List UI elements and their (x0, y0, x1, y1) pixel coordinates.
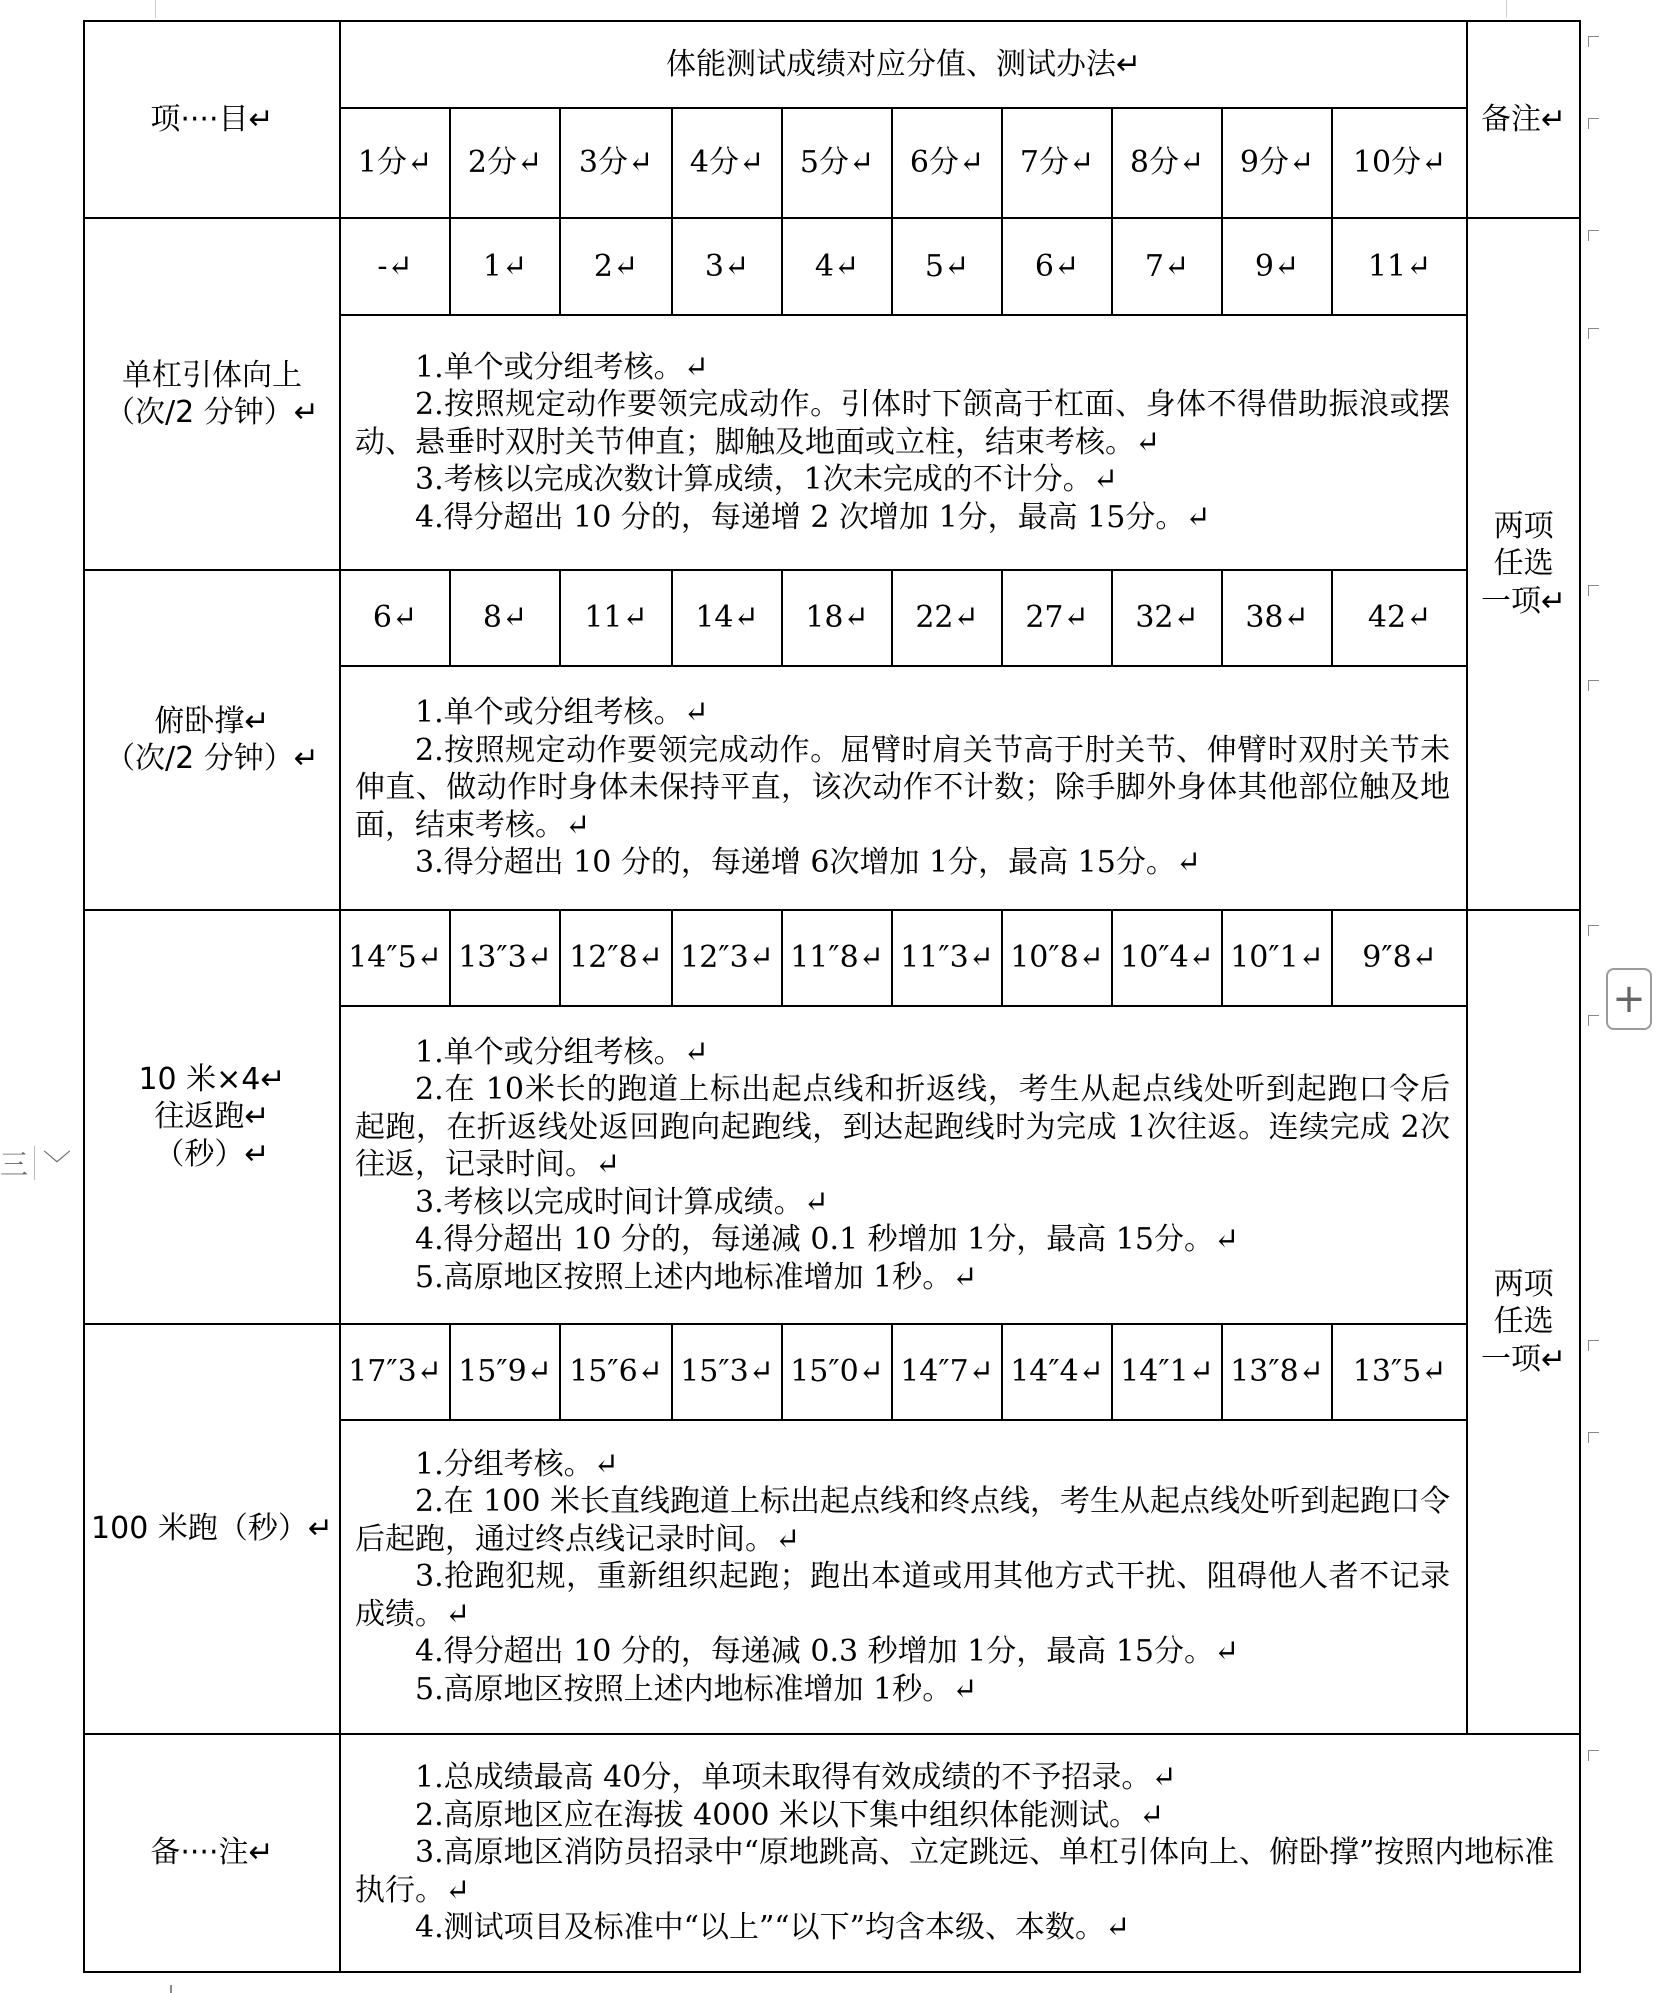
score-value: 15″3↵ (672, 1324, 782, 1420)
score-value: 10″1↵ (1222, 910, 1332, 1006)
method-line: 5.高原地区按照上述内地标准增加 1秒。↵ (415, 1671, 978, 1707)
item-name-line: （秒）↵ (154, 1136, 270, 1172)
method-line: 1.分组考核。↵ (415, 1446, 619, 1482)
item-name-line: 10 米×4↵ (138, 1061, 286, 1097)
item-header: 项····目↵ (84, 21, 340, 218)
table-row (84, 570, 1580, 666)
method-line: 4.得分超出 10 分的，每递减 0.1 秒增加 1分，最高 15分。↵ (415, 1222, 1240, 1258)
score-value: 10″4↵ (1112, 910, 1222, 1006)
remark-header: 备注↵ (1467, 21, 1580, 218)
method-line: 3.抢跑犯规，重新组织起跑；跑出本道或用其他方式干扰、阻碍他人者不记录成绩。↵ (355, 1559, 1451, 1632)
score-value: 11″3↵ (892, 910, 1002, 1006)
paragraph-mark (1588, 1340, 1599, 1351)
item-name-line: 往返跑↵ (154, 1099, 270, 1135)
score-value: 11↵ (560, 570, 672, 666)
method-line: 2.按照规定动作要领完成动作。引体时下颌高于杠面、身体不得借助振浪或摆动、悬垂时双肘关节伸直；脚触及地面或立柱，结束考核。↵ (355, 387, 1451, 460)
score-value: 22↵ (892, 570, 1002, 666)
score-header: 5分↵ (782, 108, 892, 218)
chevron-down-icon: ﹀ (43, 1148, 72, 1181)
score-value: 14↵ (672, 570, 782, 666)
score-header: 9分↵ (1222, 108, 1332, 218)
table-title: 体能测试成绩对应分值、测试办法↵ (340, 21, 1467, 108)
group-note-line: 两项 (1493, 508, 1554, 544)
score-value: 15″9↵ (450, 1324, 560, 1420)
paragraph-mark (1588, 118, 1599, 129)
test-method (340, 1420, 1467, 1734)
score-value: 7↵ (1112, 218, 1222, 315)
item-name-shuttle-run (84, 910, 340, 1324)
method-line: 1.单个或分组考核。↵ (415, 349, 709, 385)
table-row (84, 1324, 1580, 1420)
plus-icon: + (1612, 976, 1646, 1022)
score-header: 1分↵ (340, 108, 450, 218)
score-value: 14″5↵ (340, 910, 450, 1006)
method-line: 5.高原地区按照上述内地标准增加 1秒。↵ (415, 1259, 978, 1295)
score-value: 8↵ (450, 570, 560, 666)
separator (34, 1146, 35, 1180)
score-value: 38↵ (1222, 570, 1332, 666)
item-name-100m (84, 1324, 340, 1734)
method-line: 4.得分超出 10 分的，每递减 0.3 秒增加 1分，最高 15分。↵ (415, 1634, 1240, 1670)
method-line: 2.在 10米长的跑道上标出起点线和折返线，考生从起点线处听到起跑口令后起跑，在折返线处返回跑向起跑线，到达起跑线时为完成 1次往返。连续完成 2次往返，记录时间。↵ (355, 1072, 1451, 1183)
item-name-pullup (84, 218, 340, 570)
score-value: 11″8↵ (782, 910, 892, 1006)
score-value: 27↵ (1002, 570, 1112, 666)
score-value: 6↵ (1002, 218, 1112, 315)
score-header: 4分↵ (672, 108, 782, 218)
item-name-line: 单杠引体向上 (122, 357, 302, 393)
paragraph-mark (1588, 585, 1599, 596)
method-line: 2.按照规定动作要领完成动作。屈臂时肩关节高于肘关节、伸臂时双肘关节未伸直、做动作时身体未保持平直，该次动作不计数；除手脚外身体其他部位触及地面，结束考核。↵ (355, 732, 1451, 843)
score-value: 14″4↵ (1002, 1324, 1112, 1420)
score-value: 18↵ (782, 570, 892, 666)
score-header: 2分↵ (450, 108, 560, 218)
paragraph-mark (1588, 1015, 1599, 1026)
add-column-button[interactable] (1606, 968, 1652, 1030)
method-line: 3.考核以完成时间计算成绩。↵ (415, 1184, 829, 1220)
page-bottom-mark (170, 1985, 172, 1993)
score-value: 13″8↵ (1222, 1324, 1332, 1420)
score-value: -↵ (340, 218, 450, 315)
score-value: 13″3↵ (450, 910, 560, 1006)
group-note-line: 任选 (1493, 1304, 1554, 1340)
method-line: 2.在 100 米长直线跑道上标出起点线和终点线，考生从起点线处听到起跑口令后起跑，通过终点线记录时间。↵ (355, 1484, 1451, 1557)
score-header: 6分↵ (892, 108, 1002, 218)
score-value: 32↵ (1112, 570, 1222, 666)
remark-line: 2.高原地区应在海拔 4000 米以下集中组织体能测试。↵ (415, 1797, 1165, 1833)
score-value: 5↵ (892, 218, 1002, 315)
score-value: 14″7↵ (892, 1324, 1002, 1420)
paragraph-mark (1588, 1750, 1599, 1761)
score-value: 17″3↵ (340, 1324, 450, 1420)
paragraph-mark (1588, 230, 1599, 241)
test-method (340, 666, 1467, 910)
footer-remark-label: 备····注↵ (84, 1734, 340, 1972)
group-note-line: 任选 (1493, 546, 1554, 582)
score-header: 7分↵ (1002, 108, 1112, 218)
score-value: 12″8↵ (560, 910, 672, 1006)
paragraph-mark (1588, 36, 1599, 47)
group-note (1467, 218, 1580, 910)
item-name-line: （次/2 分钟）↵ (105, 395, 319, 430)
item-name-line: 100 米跑（秒）↵ (91, 1511, 333, 1547)
score-value: 42↵ (1332, 570, 1467, 666)
score-value: 9″8↵ (1332, 910, 1467, 1006)
row-handle-icon: 三 (0, 1148, 29, 1181)
score-value: 3↵ (672, 218, 782, 315)
paragraph-mark (1588, 925, 1599, 936)
group-note-line: 一项↵ (1481, 1341, 1567, 1377)
score-header: 8分↵ (1112, 108, 1222, 218)
item-name-line: （次/2 分钟）↵ (105, 741, 319, 776)
score-value: 4↵ (782, 218, 892, 315)
score-header: 3分↵ (560, 108, 672, 218)
method-line: 4.得分超出 10 分的，每递增 2 次增加 1分，最高 15分。↵ (415, 499, 1211, 535)
score-value: 2↵ (560, 218, 672, 315)
method-line: 3.考核以完成次数计算成绩，1次未完成的不计分。↵ (415, 462, 1118, 498)
table-row (84, 218, 1580, 315)
row-menu-control[interactable] (0, 1140, 80, 1186)
group-note-line: 两项 (1493, 1266, 1554, 1302)
score-value: 14″1↵ (1112, 1324, 1222, 1420)
page-top-edge (155, 0, 1507, 18)
paragraph-mark (1588, 328, 1599, 339)
score-value: 13″5↵ (1332, 1324, 1467, 1420)
method-line: 1.单个或分组考核。↵ (415, 1034, 709, 1070)
fitness-test-table (83, 20, 1581, 1973)
score-value: 11↵ (1332, 218, 1467, 315)
score-value: 10″8↵ (1002, 910, 1112, 1006)
score-value: 1↵ (450, 218, 560, 315)
score-value: 15″6↵ (560, 1324, 672, 1420)
item-name-pushup (84, 570, 340, 910)
footer-remarks (340, 1734, 1580, 1972)
remark-line: 1.总成绩最高 40分，单项未取得有效成绩的不予招录。↵ (415, 1760, 1177, 1796)
item-name-line: 俯卧撑↵ (154, 703, 270, 739)
score-value: 9↵ (1222, 218, 1332, 315)
test-method (340, 315, 1467, 570)
remark-line: 4.测试项目及标准中“以上”“以下”均含本级、本数。↵ (415, 1910, 1131, 1946)
method-line: 3.得分超出 10 分的，每递增 6次增加 1分，最高 15分。↵ (415, 845, 1201, 881)
group-note (1467, 910, 1580, 1734)
score-value: 6↵ (340, 570, 450, 666)
test-method (340, 1006, 1467, 1324)
method-line: 1.单个或分组考核。↵ (415, 695, 709, 731)
table-row (84, 910, 1580, 1006)
paragraph-mark (1588, 680, 1599, 691)
remark-line: 3.高原地区消防员招录中“原地跳高、立定跳远、单杠引体向上、俯卧撑”按照内地标准执行。↵ (355, 1835, 1555, 1908)
table-row (84, 1734, 1580, 1972)
score-header: 10分↵ (1332, 108, 1467, 218)
score-value: 12″3↵ (672, 910, 782, 1006)
score-value: 15″0↵ (782, 1324, 892, 1420)
paragraph-mark (1588, 1432, 1599, 1443)
group-note-line: 一项↵ (1481, 583, 1567, 619)
